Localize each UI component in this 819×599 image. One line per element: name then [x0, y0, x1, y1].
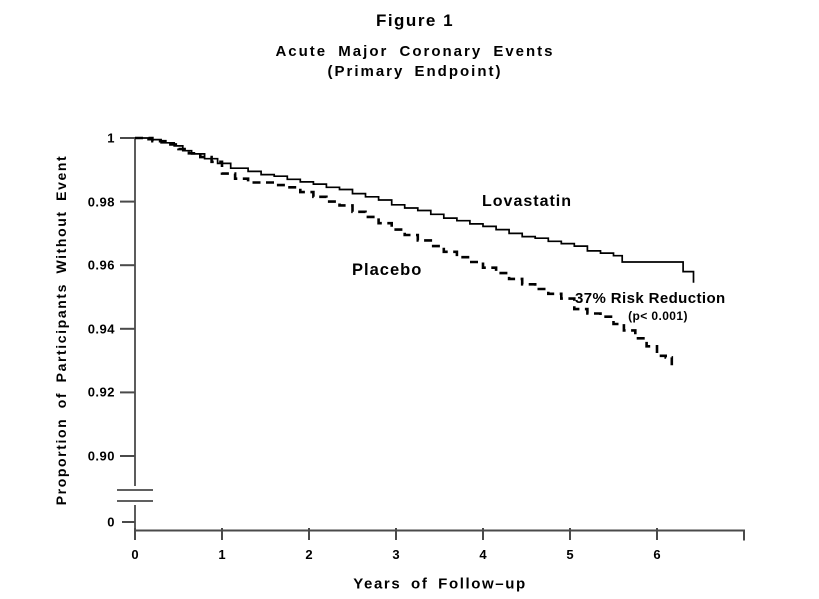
x-tick-label: 3 — [392, 546, 400, 562]
figure-title: Acute Major Coronary Events — [275, 43, 555, 60]
figure-subtitle: (Primary Endpoint) — [327, 63, 503, 80]
x-tick-label: 1 — [218, 546, 226, 562]
y-axis-title: Proportion of Participants Without Event — [53, 154, 69, 506]
y-tick-label: 0.94 — [87, 321, 115, 337]
y-tick-label: 0.92 — [87, 384, 115, 400]
x-tick-label: 2 — [305, 546, 313, 562]
y-tick-label: 1 — [107, 130, 115, 146]
figure-label: Figure 1 — [375, 11, 455, 30]
x-tick-label: 0 — [131, 546, 139, 562]
x-axis-title: Years of Follow–up — [353, 575, 527, 593]
placebo-curve-label: Placebo — [352, 261, 423, 279]
y-zero-label: 0 — [107, 514, 115, 530]
p-value-annotation: (p< 0.001) — [628, 309, 688, 323]
risk-reduction-annotation: 37% Risk Reduction — [575, 290, 726, 307]
y-tick-label: 0.98 — [87, 194, 115, 210]
x-tick-label: 4 — [479, 546, 487, 562]
x-tick-label: 6 — [653, 546, 661, 562]
x-tick-label: 5 — [566, 546, 574, 562]
y-tick-label: 0.90 — [87, 448, 115, 464]
y-tick-label: 0.96 — [87, 257, 115, 273]
lovastatin-curve-label: Lovastatin — [482, 193, 573, 210]
